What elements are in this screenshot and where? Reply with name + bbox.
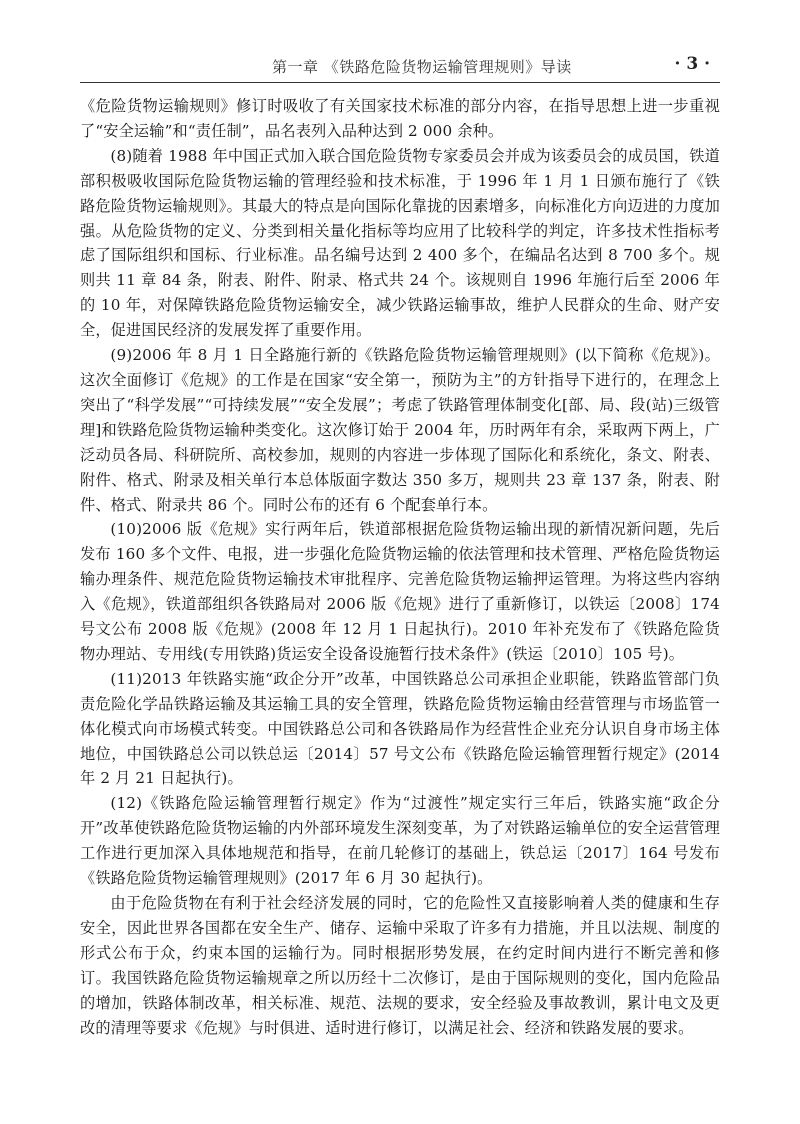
paragraph-item-10: (10)2006 版《危规》实行两年后，铁道部根据危险货物运输出现的新情况新问题，先后发布 160 多个文件、电报，进一步强化危险货物运输的依法管理和技术管理、严格危险货物运输办理条件、规范危险货物运输技术审批程序、完善危险货物运输押运管理。为将这些内容纳入《危规》，铁道部组织各铁路局对 2006 版《危规》进行了重新修订，以铁运〔2008〕174 号文公布 2008 版《危规》(2008 年 12 月 1 日起执行)。2010 年补充发布了《铁路危险货物办理站、专用线(专用铁路)货运安全设备设施暂行技术条件》(铁运〔2010〕105 号)。	[80, 520, 720, 663]
chapter-title: 第一章 《铁路危险货物运输管理规则》导读	[272, 58, 572, 76]
page-number: · 3 ·	[674, 54, 710, 74]
paragraph-summary: 由于危险货物在有利于社会经济发展的同时，它的危险性又直接影响着人类的健康和生存安全，因此世界各国都在安全生产、储存、运输中采取了许多有力措施，并且以法规、制度的形式公布于众，约束本国的运输行为。同时根据形势发展，在约定时间内进行不断完善和修订。我国铁路危险货物运输规章之所以历经十二次修订，是由于国际规则的变化，国内危险品的增加，铁路体制改革，相关标准、规范、法规的要求，安全经验及事故教训，累计电文及更改的清理等要求《危规》与时俱进、适时进行修订，以满足社会、经济和铁路发展的要求。	[80, 894, 720, 1037]
paragraph-continuation: 《危险货物运输规则》修订时吸收了有关国家技术标准的部分内容，在指导思想上进一步重视了“安全运输”和“责任制”，品名表列入品种达到 2 000 余种。	[80, 97, 720, 140]
paragraph-item-12: (12)《铁路危险运输管理暂行规定》作为“过渡性”规定实行三年后，铁路实施“政企分开”改革使铁路危险货物运输的内外部环境发生深刻变革，为了对铁路运输单位的安全运营管理工作进行更加深入具体地规范和指导，在前几轮修订的基础上，铁总运〔2017〕164 号发布《铁路危险货物运输管理规则》(2017 年 6 月 30 起执行)。	[80, 794, 720, 888]
paragraph-item-11: (11)2013 年铁路实施“政企分开”改革，中国铁路总公司承担企业职能，铁路监管部门负责危险化学品铁路运输及其运输工具的安全管理，铁路危险货物运输由经营管理与市场监管一体化模式向市场模式转变。中国铁路总公司和各铁路局作为经营性企业充分认识自身市场主体地位，中国铁路总公司以铁总运〔2014〕57 号文公布《铁路危险运输管理暂行规定》(2014 年 2 月 21 日起执行)。	[80, 669, 720, 788]
body-text	[80, 94, 720, 1040]
paragraph-item-9: (9)2006 年 8 月 1 日全路施行新的《铁路危险货物运输管理规则》(以下简称《危规》)。这次全面修订《危规》的工作是在国家“安全第一，预防为主”的方针指导下进行的，在理念上突出了“科学发展”“可持续发展”“安全发展”；考虑了铁路管理体制变化[部、局、段(站)三级管理]和铁路危险货物运输种类变化。这次修订始于 2004 年，历时两年有余，采取两下两上，广泛动员各局、科研院所、高校参加，规则的内容进一步体现了国际化和系统化，条文、附表、附件、格式、附录及相关单行本总体版面字数达 350 多万，规则共 23 章 137 条，附表、附件、格式、附录共 86 个。同时公布的还有 6 个配套单行本。	[80, 346, 720, 514]
paragraph-item-8: (8)随着 1988 年中国正式加入联合国危险货物专家委员会并成为该委员会的成员国，铁道部积极吸收国际危险货物运输的管理经验和技术标准，于 1996 年 1 月 1 日颁布施行了《铁路危险货物运输规则》。其最大的特点是向国际化靠拢的因素增多，向标准化方向迈进的力度加强。从危险货物的定义、分类到相关量化指标等均应用了比较科学的判定，许多技术性指标考虑了国际组织和国标、行业标准。品名编号达到 2 400 多个，在编品名达到 8 700 多个。规则共 11 章 84 条，附表、附件、附录、格式共 24 个。该规则自 1996 年施行后至 2006 年的 10 年，对保障铁路危险货物运输安全，减少铁路运输事故，维护人民群众的生命、财产安全，促进国民经济的发展发挥了重要作用。	[80, 146, 720, 340]
running-header	[80, 52, 720, 83]
